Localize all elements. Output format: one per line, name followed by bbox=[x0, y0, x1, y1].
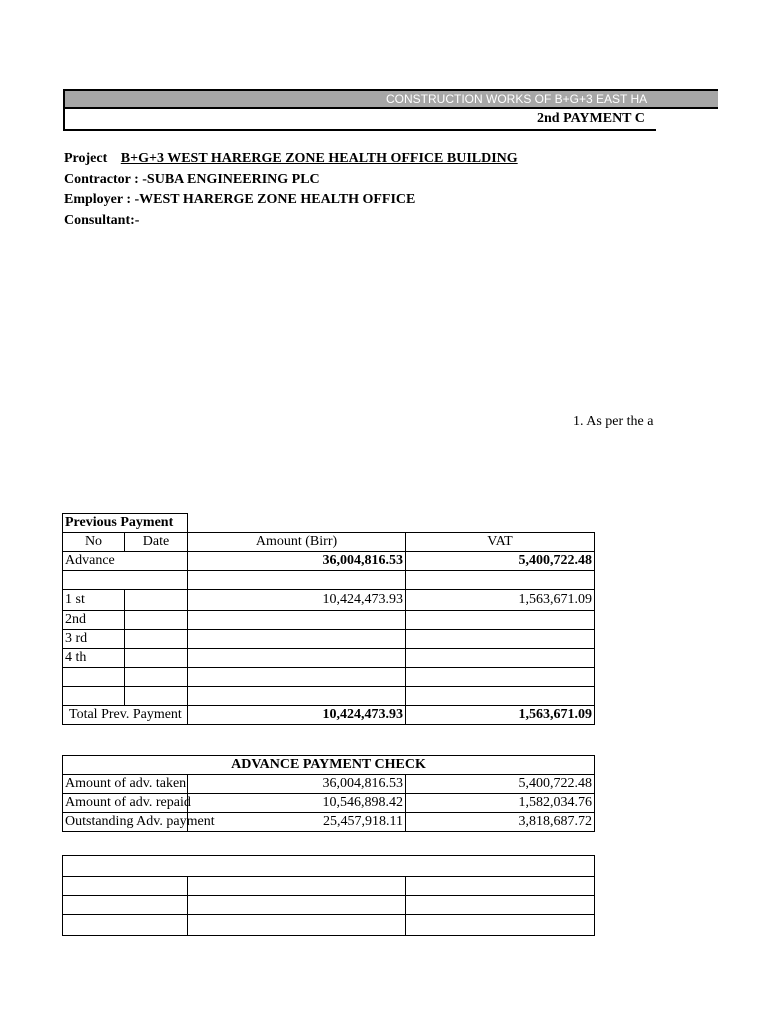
banner-title: CONSTRUCTION WORKS OF B+G+3 EAST HA bbox=[386, 92, 648, 106]
table-title-row bbox=[63, 856, 595, 877]
payment-date bbox=[125, 630, 188, 649]
payment-vat: 1,563,671.09 bbox=[406, 590, 595, 611]
table-title-row bbox=[63, 756, 595, 775]
header-date: Date bbox=[125, 533, 188, 552]
payment-vat bbox=[406, 611, 595, 630]
table-row bbox=[63, 630, 595, 649]
payment-no: 3 rd bbox=[63, 630, 125, 649]
previous-payment-title: Previous Payment bbox=[63, 514, 188, 533]
payment-date bbox=[125, 590, 188, 611]
payment-amount bbox=[188, 630, 406, 649]
check-vat: 3,818,687.72 bbox=[406, 813, 595, 832]
table-title-row bbox=[63, 514, 595, 533]
table-row bbox=[63, 649, 595, 668]
total-amount: 10,424,473.93 bbox=[188, 706, 406, 725]
total-label: Total Prev. Payment bbox=[63, 706, 188, 725]
header-vat: VAT bbox=[406, 533, 595, 552]
payment-amount bbox=[188, 649, 406, 668]
check-label: Outstanding Adv. payment bbox=[63, 813, 188, 832]
payment-no: 4 th bbox=[63, 649, 125, 668]
table-row bbox=[63, 687, 595, 706]
total-row bbox=[63, 706, 595, 725]
contractor-line: Contractor : -SUBA ENGINEERING PLC bbox=[64, 172, 320, 187]
header-amount: Amount (Birr) bbox=[188, 533, 406, 552]
table-row bbox=[63, 813, 595, 832]
check-label: Amount of adv. repaid bbox=[63, 794, 188, 813]
advance-check-title: ADVANCE PAYMENT CHECK bbox=[63, 756, 595, 775]
header-no: No bbox=[63, 533, 125, 552]
employer-line: Employer : -WEST HARERGE ZONE HEALTH OFFICE bbox=[64, 192, 416, 207]
table-row bbox=[63, 794, 595, 813]
payment-vat bbox=[406, 649, 595, 668]
check-vat: 1,582,034.76 bbox=[406, 794, 595, 813]
previous-payment-table bbox=[62, 513, 595, 725]
note-text: 1. As per the a bbox=[573, 414, 654, 429]
check-label: Amount of adv. taken bbox=[63, 775, 188, 794]
payment-vat bbox=[406, 630, 595, 649]
payment-no: 2nd bbox=[63, 611, 125, 630]
consultant-line: Consultant:- bbox=[64, 213, 140, 228]
payment-date bbox=[125, 611, 188, 630]
table-row bbox=[63, 915, 595, 936]
document-banner bbox=[63, 89, 718, 109]
advance-payment-check-table bbox=[62, 755, 595, 832]
table-row bbox=[63, 590, 595, 611]
check-amount: 10,546,898.42 bbox=[188, 794, 406, 813]
empty-table bbox=[62, 855, 595, 936]
payment-certificate-title: 2nd PAYMENT C bbox=[537, 111, 645, 126]
advance-amount: 36,004,816.53 bbox=[188, 552, 406, 571]
project-line bbox=[64, 151, 518, 167]
table-row bbox=[63, 877, 595, 896]
check-amount: 36,004,816.53 bbox=[188, 775, 406, 794]
project-value: B+G+3 WEST HARERGE ZONE HEALTH OFFICE BUILDING bbox=[120, 151, 518, 166]
document-subtitle-bar bbox=[63, 109, 656, 131]
payment-amount: 10,424,473.93 bbox=[188, 590, 406, 611]
table-row bbox=[63, 611, 595, 630]
check-vat: 5,400,722.48 bbox=[406, 775, 595, 794]
check-amount: 25,457,918.11 bbox=[188, 813, 406, 832]
advance-vat: 5,400,722.48 bbox=[406, 552, 595, 571]
table-row bbox=[63, 896, 595, 915]
payment-no: 1 st bbox=[63, 590, 125, 611]
payment-date bbox=[125, 649, 188, 668]
total-vat: 1,563,671.09 bbox=[406, 706, 595, 725]
table-header-row bbox=[63, 533, 595, 552]
table-row bbox=[63, 668, 595, 687]
table-row bbox=[63, 571, 595, 590]
advance-row bbox=[63, 552, 595, 571]
table-row bbox=[63, 775, 595, 794]
advance-label: Advance bbox=[63, 552, 188, 571]
payment-amount bbox=[188, 611, 406, 630]
project-label: Project bbox=[64, 151, 108, 166]
